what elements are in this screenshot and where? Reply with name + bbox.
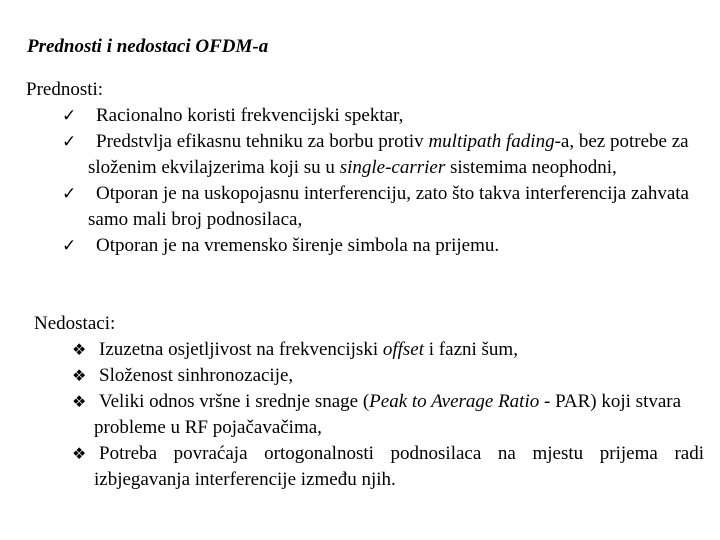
item-text-italic: Peak to Average Ratio [369, 391, 540, 412]
list-item [34, 363, 704, 389]
checkmark-icon: ✓ [62, 184, 77, 204]
list-item [26, 129, 706, 181]
item-text-italic: offset [382, 339, 425, 360]
item-text-part: i fazni šum, [424, 339, 518, 360]
diamond-bullet-icon: ❖ [72, 392, 87, 411]
checkmark-icon: ✓ [62, 106, 77, 126]
item-text-part: Predstvlja efikasnu tehniku za borbu protiv [96, 131, 429, 152]
item-text-italic: multipath fading [428, 131, 555, 152]
item-text-italic: single-carrier [339, 157, 446, 178]
item-text: Otporan je na vremensko širenje simbola na prijemu. [96, 235, 500, 256]
advantages-heading: Prednosti: [26, 79, 104, 100]
item-text-part: Izuzetna osjetljivost na frekvencijski [99, 339, 383, 360]
list-item [26, 181, 706, 233]
item-text: Složenost sinhronozacije, [99, 365, 294, 386]
list-item [34, 389, 704, 441]
disadvantages-heading: Nedostaci: [34, 313, 116, 334]
item-text-part: Veliki odnos vršne i srednje snage ( [99, 391, 370, 412]
checkmark-icon: ✓ [62, 132, 77, 152]
disadvantages-section [34, 311, 704, 493]
item-text-part: - PAR) koji stvara probleme u RF pojačavačima, [94, 391, 682, 438]
advantages-section [26, 77, 706, 259]
advantages-list [26, 103, 706, 259]
diamond-bullet-icon: ❖ [72, 444, 87, 463]
list-item [34, 337, 704, 363]
item-text: Otporan je na uskopojasnu interferenciju, zato što takva interferencija zahvata samo mali broj podnosilaca, [88, 183, 689, 230]
slide-title: Prednosti i nedostaci OFDM-a [27, 36, 269, 57]
item-text-part: -a, bez potrebe za složenim ekvilajzerima koji su u [88, 131, 689, 178]
diamond-bullet-icon: ❖ [72, 340, 87, 359]
disadvantages-list [34, 337, 704, 493]
list-item [34, 441, 704, 493]
list-item [26, 233, 706, 259]
item-text: Potreba povraćaja ortogonalnosti podnosilaca na mjestu prijema radi izbjegavanja interferencije između njih. [94, 443, 704, 490]
item-text: Racionalno koristi frekvencijski spektar, [96, 105, 404, 126]
item-text-part: sistemima neophodni, [445, 157, 617, 178]
checkmark-icon: ✓ [62, 236, 77, 256]
list-item [26, 103, 706, 129]
diamond-bullet-icon: ❖ [72, 366, 87, 385]
